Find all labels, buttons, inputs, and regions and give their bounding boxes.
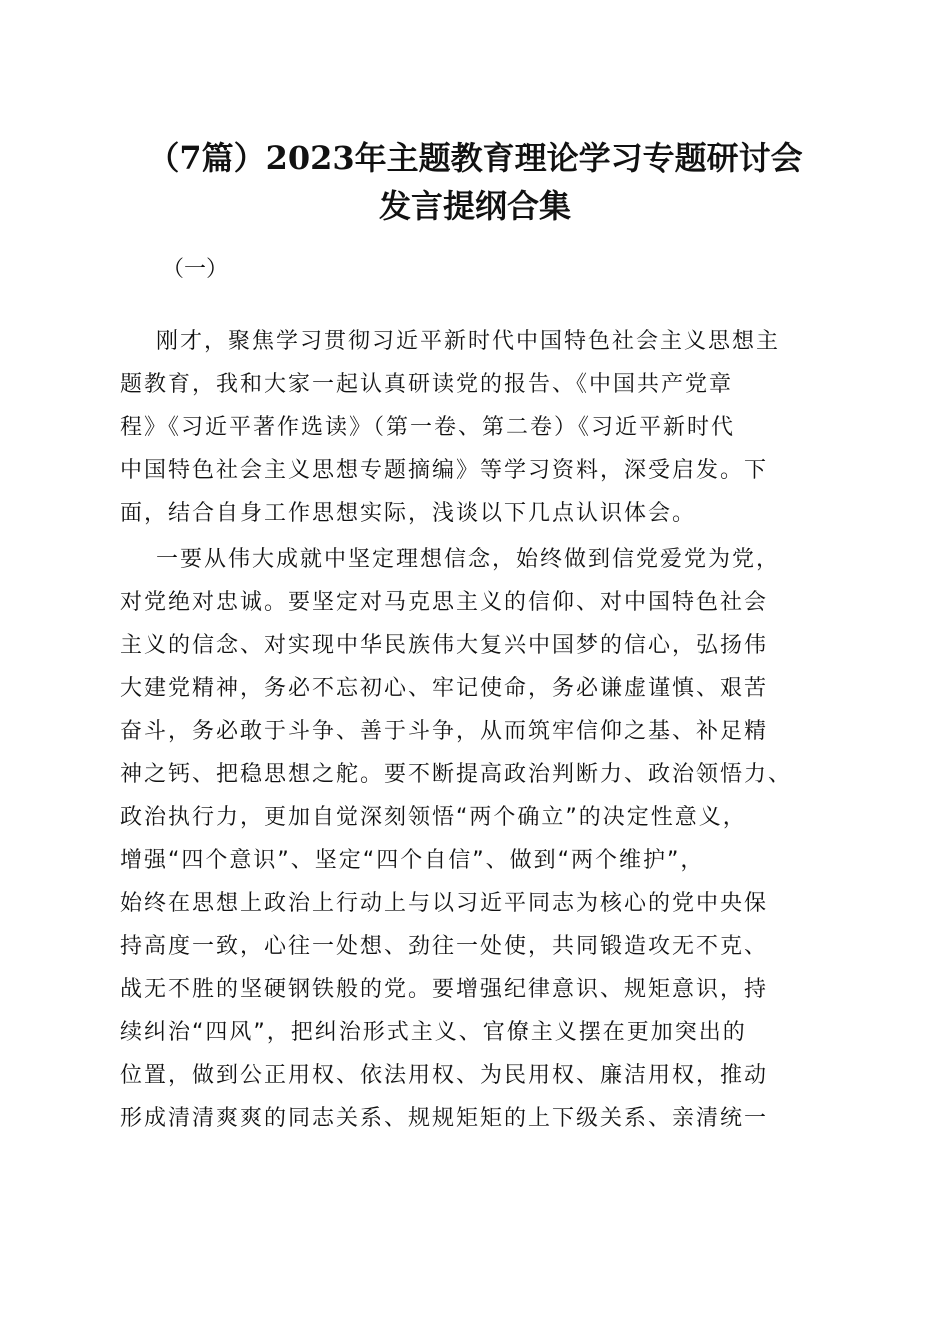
paragraph-line: 中国特色社会主义思想专题摘编》等学习资料，深受启发。下: [120, 458, 769, 483]
document-title-line-2: 发言提纲合集: [378, 187, 571, 225]
paragraph-line: 主义的信念、对实现中华民族伟大复兴中国梦的信心，弘扬伟: [120, 633, 769, 658]
paragraph-line: 位置，做到公正用权、依法用权、为民用权、廉洁用权，推动: [120, 1063, 769, 1088]
paragraph-line: 形成清清爽爽的同志关系、规规矩矩的上下级关系、亲清统一: [120, 1106, 769, 1131]
paragraph-line: 面，结合自身工作思想实际，浅谈以下几点认识体会。: [120, 501, 697, 526]
paragraph-line: 续纠治“四风”，把纠治形式主义、官僚主义摆在更加突出的: [120, 1020, 747, 1045]
paragraph-line: 战无不胜的坚硬钢铁般的党。要增强纪律意识、规矩意识，持: [120, 977, 769, 1002]
document-title-line-1: （7篇）2023年主题教育理论学习专题研讨会: [147, 139, 803, 177]
paragraph-line: 增强“四个意识”、坚定“四个自信”、做到“两个维护”，: [120, 848, 705, 873]
paragraph-line: 一要从伟大成就中坚定理想信念，始终做到信党爱党为党，: [156, 547, 781, 572]
paragraph-line: 政治执行力，更加自觉深刻领悟“两个确立”的决定性意义，: [120, 805, 747, 830]
paragraph-line: 奋斗，务必敢于斗争、善于斗争，从而筑牢信仰之基、补足精: [120, 719, 769, 744]
paragraph-line: 对党绝对忠诚。要坚定对马克思主义的信仰、对中国特色社会: [120, 590, 769, 615]
paragraph-line: 持高度一致，心往一处想、劲往一处使，共同锻造攻无不克、: [120, 934, 769, 959]
paragraph-line: 大建党精神，务必不忘初心、牢记使命，务必谦虚谨慎、艰苦: [120, 676, 769, 701]
paragraph-line: 神之钙、把稳思想之舵。要不断提高政治判断力、政治领悟力、: [120, 762, 793, 787]
section-label: （一）: [162, 257, 229, 282]
paragraph-line: 程》《习近平著作选读》（第一卷、第二卷）《习近平新时代: [120, 415, 736, 440]
paragraph-line: 刚才，聚焦学习贯彻习近平新时代中国特色社会主义思想主: [156, 329, 781, 354]
paragraph-line: 题教育，我和大家一起认真研读党的报告、《中国共产党章: [120, 372, 734, 397]
paragraph-line: 始终在思想上政治上行动上与以习近平同志为核心的党中央保: [120, 891, 769, 916]
